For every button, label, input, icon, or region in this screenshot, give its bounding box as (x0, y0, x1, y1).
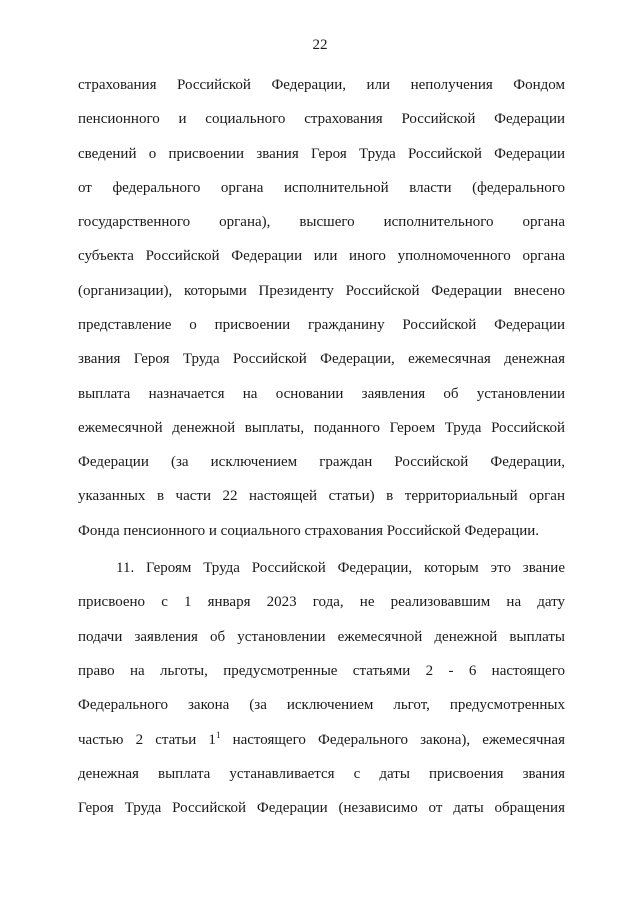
text-line: 11. Героям Труда Российской Федерации, которым это звание (116, 560, 565, 576)
text-line: денежная выплата устанавливается с даты присвоения звания (78, 766, 565, 782)
text-line: страхования Российской Федерации, или неполучения Фондом (78, 77, 565, 93)
text-line: Фонда пенсионного и социального страхования Российской Федерации. (78, 523, 540, 539)
text-line: Федерального закона (за исключением льгот, предусмотренных (78, 697, 565, 713)
text-line: от федерального органа исполнительной власти (федерального (78, 180, 565, 196)
text-line: государственного органа), высшего исполнительного органа (78, 214, 565, 230)
text-line: сведений о присвоении звания Героя Труда Российской Федерации (78, 146, 565, 162)
text-line: пенсионного и социального страхования Российской Федерации (78, 111, 565, 127)
text-line: (организации), которыми Президенту Российской Федерации внесено (78, 283, 565, 299)
text-line: ежемесячной денежной выплаты, поданного Героем Труда Российской (78, 420, 565, 436)
text-line: право на льготы, предусмотренные статьями 2 - 6 настоящего (78, 663, 565, 679)
text-line (78, 730, 565, 750)
text-line: указанных в части 22 настоящей статьи) в территориальный орган (78, 488, 565, 504)
text-fragment: настоящего Федерального закона), ежемесячная (220, 732, 565, 748)
text-line: присвоено с 1 января 2023 года, не реализовавшим на дату (78, 594, 565, 610)
text-fragment: частью 2 статьи 1 (78, 732, 216, 748)
text-line: подачи заявления об установлении ежемесячной денежной выплаты (78, 629, 565, 645)
text-line: Героя Труда Российской Федерации (независимо от даты обращения (78, 800, 565, 816)
footnote-superscript: 1 (215, 730, 221, 740)
text-line: звания Героя Труда Российской Федерации, ежемесячная денежная (78, 351, 565, 367)
page-number: 22 (312, 37, 328, 53)
text-line: выплата назначается на основании заявления об установлении (78, 386, 565, 402)
text-line: Федерации (за исключением граждан Российской Федерации, (78, 454, 565, 470)
text-line: представление о присвоении гражданину Российской Федерации (78, 317, 565, 333)
text-line: субъекта Российской Федерации или иного уполномоченного органа (78, 248, 565, 264)
